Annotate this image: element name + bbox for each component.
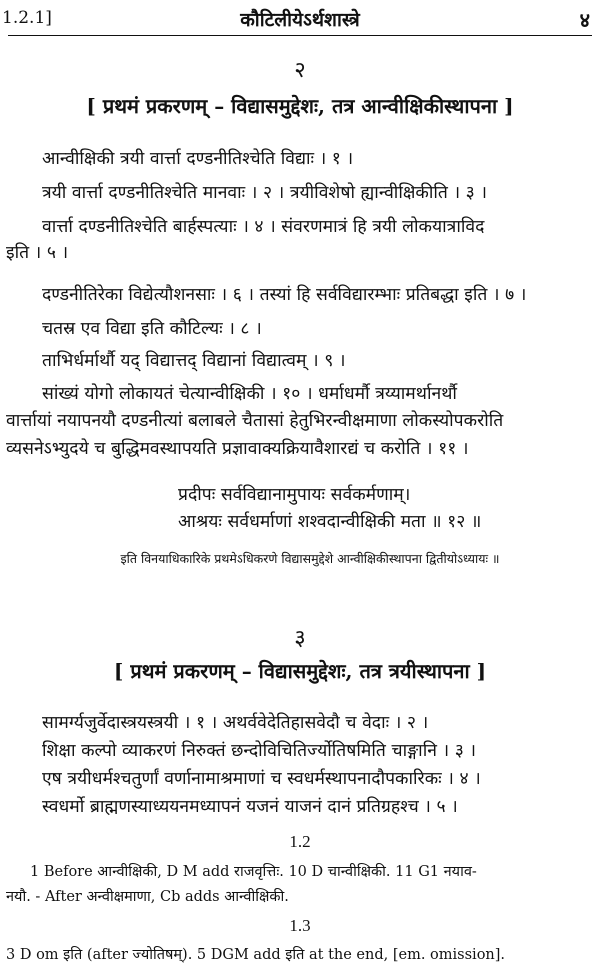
text-line: एष त्रयीधर्मश्चतुर्णां वर्णानामाश्रमाणां च स्वधर्मस्थापनादौपकारिकः । ४ । [42,769,481,789]
notes-heading: 1.2 [289,832,311,851]
text-line: आन्वीक्षिकी त्रयी वार्त्ता दण्डनीतिश्चेति विद्याः । १ । [42,149,354,169]
verse-line: प्रदीपः सर्वविद्यानामुपायः सर्वकर्मणाम्। [178,485,411,505]
text-line: वार्त्ता दण्डनीतिश्चेति बार्हस्पत्याः । ४ । संवरणमात्रं हि त्रयी लोकयात्राविद [42,217,485,237]
critical-note: 3 D om इति (after ज्योतिषम्). 5 DGM add इति at the end, [em. omission]. [6,947,506,963]
critical-note: नयौ. - After अन्वीक्षमाणा, Cb adds आन्वीक्षिकी. [6,889,289,905]
text-line: वार्त्तायां नयापनयौ दण्डनीत्यां बलाबले चैतासां हेतुभिरन्वीक्षमाणा लोकस्योपकरोति [6,411,504,431]
running-title: कौटिलीयेऽर्थशास्त्रे [240,9,360,31]
page-number: ४ [579,8,590,32]
text-line: व्यसनेऽभ्युदये च बुद्धिमवस्थापयति प्रज्ञावाक्यक्रियावैशारद्यं च करोति । ११ । [6,439,469,459]
section-reference: 1.2.1] [2,8,52,28]
notes-heading: 1.3 [289,916,311,935]
text-line: स्वधर्मो ब्राह्मणस्याध्ययनमध्यापनं यजनं याजनं दानं प्रतिग्रहश्च । ५ । [42,797,458,817]
text-line: चतस्र एव विद्या इति कौटिल्यः । ८ । [42,319,262,339]
chapter-colophon: इति विनयाधिकारिके प्रथमेऽधिकरणे विद्यासमुद्देशे आन्वीक्षिकीस्थापना द्वितीयोऽध्यायः ॥ [120,551,500,566]
verse-line: आश्रयः सर्वधर्माणां शश्वदान्वीक्षिकी मता ॥ १२ ॥ [178,512,482,532]
chapter-heading: [ प्रथमं प्रकरणम् – विद्यासमुद्देशः, तत्र त्रयीस्थापना ] [113,659,487,683]
header-rule [8,35,592,36]
text-line: सामर्ग्यजुर्वेदास्त्रयस्त्रयी । १ । अथर्ववेदेतिहासवेदौ च वेदाः । २ । [42,713,429,733]
text-line: शिक्षा कल्पो व्याकरणं निरुक्तं छन्दोविचितिर्ज्योतिषमिति चाङ्गानि । ३ । [42,741,477,761]
running-header [0,4,600,34]
text-line: इति । ५ । [6,243,69,263]
text-line: त्रयी वार्त्ता दण्डनीतिश्चेति मानवाः । २ । त्रयीविशेषो ह्यान्वीक्षिकीति । ३ । [42,183,487,203]
text-line: दण्डनीतिरेका विद्येत्यौशनसाः । ६ । तस्यां हि सर्वविद्यारम्भाः प्रतिबद्धा इति । ७ । [42,285,527,305]
chapter-number: ३ [294,626,306,651]
critical-note: 1 Before आन्वीक्षिकी, D M add राजवृत्तिः. 10 D चान्वीक्षिकी. 11 G1 नयाव- [30,864,477,880]
text-line: ताभिर्धर्मार्थौ यद् विद्यात्तद् विद्यानां विद्यात्वम् । ९ । [42,351,346,371]
chapter-heading: [ प्रथमं प्रकरणम् – विद्यासमुद्देशः, तत्र आन्वीक्षिकीस्थापना ] [86,94,514,118]
text-line: सांख्यं योगो लोकायतं चेत्यान्वीक्षिकी । १० । धर्माधर्मौ त्रय्यामर्थानर्थौ [42,384,457,404]
chapter-number: २ [294,58,306,83]
